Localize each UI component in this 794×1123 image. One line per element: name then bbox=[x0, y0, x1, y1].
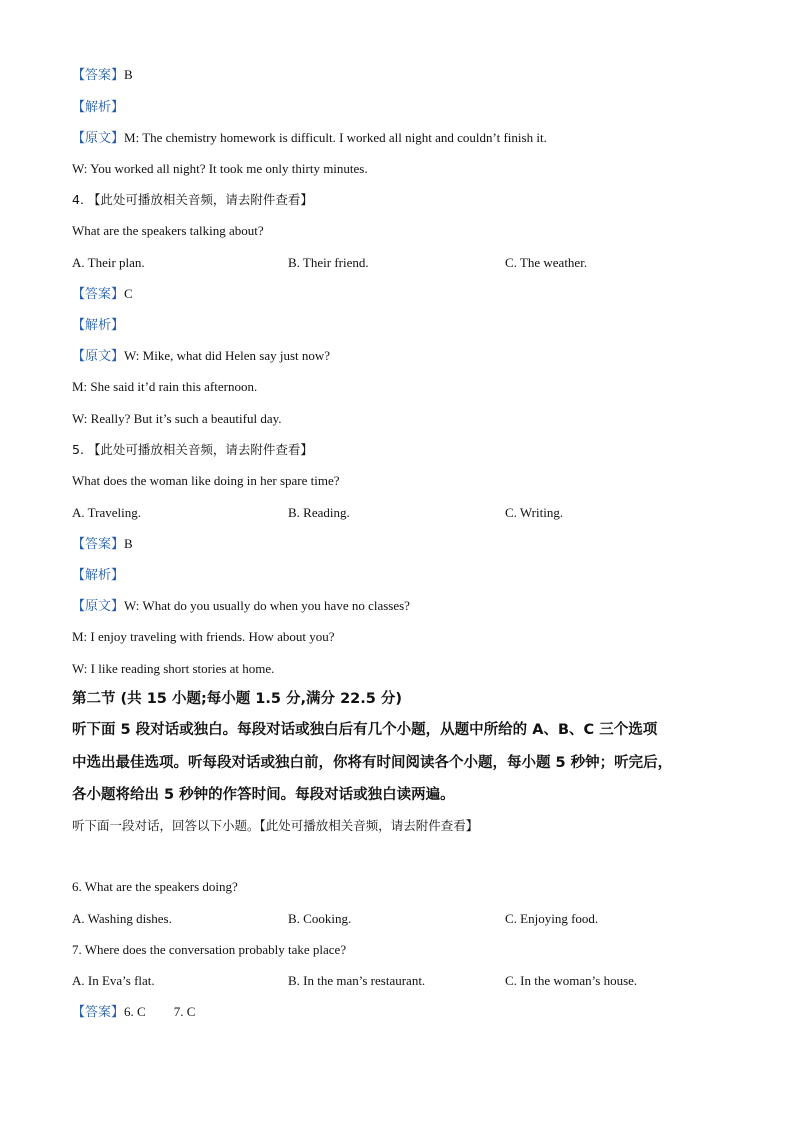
analysis-tag: 【解析】 bbox=[72, 567, 125, 582]
listening-note: 听下面一段对话，回答以下小题。【此处可播放相关音频，请去附件查看】 bbox=[72, 818, 479, 833]
question-text: What does the woman like doing in her spare time? bbox=[72, 473, 340, 488]
transcript-line: M: She said it’d rain this afternoon. bbox=[72, 379, 258, 394]
section-instructions: 中选出最佳选项。听每段对话或独白前，你将有时间阅读各个小题，每小题 5 秒钟；听完后， bbox=[72, 755, 673, 771]
option-a: A. Washing dishes. bbox=[72, 911, 172, 926]
option-b: B. Their friend. bbox=[288, 255, 369, 270]
answer-tag: 【答案】 bbox=[72, 286, 125, 301]
transcript-line bbox=[72, 347, 330, 365]
option-b: B. In the man’s restaurant. bbox=[288, 973, 426, 988]
option-c: C. The weather. bbox=[505, 255, 588, 270]
answer-value: B bbox=[124, 536, 133, 551]
transcript-text: W: What do you usually do when you have no classes? bbox=[124, 598, 410, 613]
section-instructions: 各小题将给出 5 秒钟的作答时间。每段对话或独白读两遍。 bbox=[72, 787, 455, 803]
transcript-line: M: I enjoy traveling with friends. How about you? bbox=[72, 629, 335, 644]
transcript-line bbox=[72, 129, 547, 147]
transcript-line bbox=[72, 597, 410, 615]
original-text-tag: 【原文】 bbox=[72, 130, 125, 145]
original-text-tag: 【原文】 bbox=[72, 598, 125, 613]
question-header: 4. 【此处可播放相关音频，请去附件查看】 bbox=[72, 192, 313, 207]
transcript-text: W: Mike, what did Helen say just now? bbox=[124, 348, 331, 363]
section-instructions: 听下面 5 段对话或独白。每段对话或独白后有几个小题，从题中所给的 A、B、C 三个选项 bbox=[72, 722, 658, 738]
answer-line bbox=[72, 535, 133, 553]
option-a: A. In Eva’s flat. bbox=[72, 973, 155, 988]
transcript-line: W: I like reading short stories at home. bbox=[72, 661, 275, 676]
question-header: 5. 【此处可播放相关音频，请去附件查看】 bbox=[72, 442, 313, 457]
answer-tag: 【答案】 bbox=[72, 67, 125, 82]
transcript-line: W: Really? But it’s such a beautiful day. bbox=[72, 411, 282, 426]
question-text: 7. Where does the conversation probably take place? bbox=[72, 942, 347, 957]
question-text: 6. What are the speakers doing? bbox=[72, 879, 238, 894]
answer-6: 6. C bbox=[124, 1004, 146, 1019]
answer-tag: 【答案】 bbox=[72, 536, 125, 551]
option-b: B. Reading. bbox=[288, 505, 350, 520]
option-c: C. Enjoying food. bbox=[505, 911, 599, 926]
section-title: 第二节 (共 15 小题;每小题 1.5 分,满分 22.5 分) bbox=[72, 691, 403, 707]
option-a: A. Traveling. bbox=[72, 505, 141, 520]
answer-line bbox=[72, 1003, 195, 1021]
answer-value: B bbox=[124, 67, 133, 82]
transcript-line: W: You worked all night? It took me only thirty minutes. bbox=[72, 161, 368, 176]
answer-line bbox=[72, 66, 133, 84]
option-c: C. In the woman’s house. bbox=[505, 973, 638, 988]
answer-tag: 【答案】 bbox=[72, 1004, 125, 1019]
option-c: C. Writing. bbox=[505, 505, 564, 520]
transcript-text: M: The chemistry homework is difficult. I worked all night and couldn’t finish it. bbox=[124, 130, 547, 145]
analysis-tag: 【解析】 bbox=[72, 317, 125, 332]
option-b: B. Cooking. bbox=[288, 911, 352, 926]
answer-7: 7. C bbox=[173, 1004, 196, 1019]
original-text-tag: 【原文】 bbox=[72, 348, 125, 363]
question-text: What are the speakers talking about? bbox=[72, 223, 264, 238]
answer-value: C bbox=[124, 286, 133, 301]
answer-line bbox=[72, 285, 133, 303]
analysis-tag: 【解析】 bbox=[72, 99, 125, 114]
option-a: A. Their plan. bbox=[72, 255, 145, 270]
